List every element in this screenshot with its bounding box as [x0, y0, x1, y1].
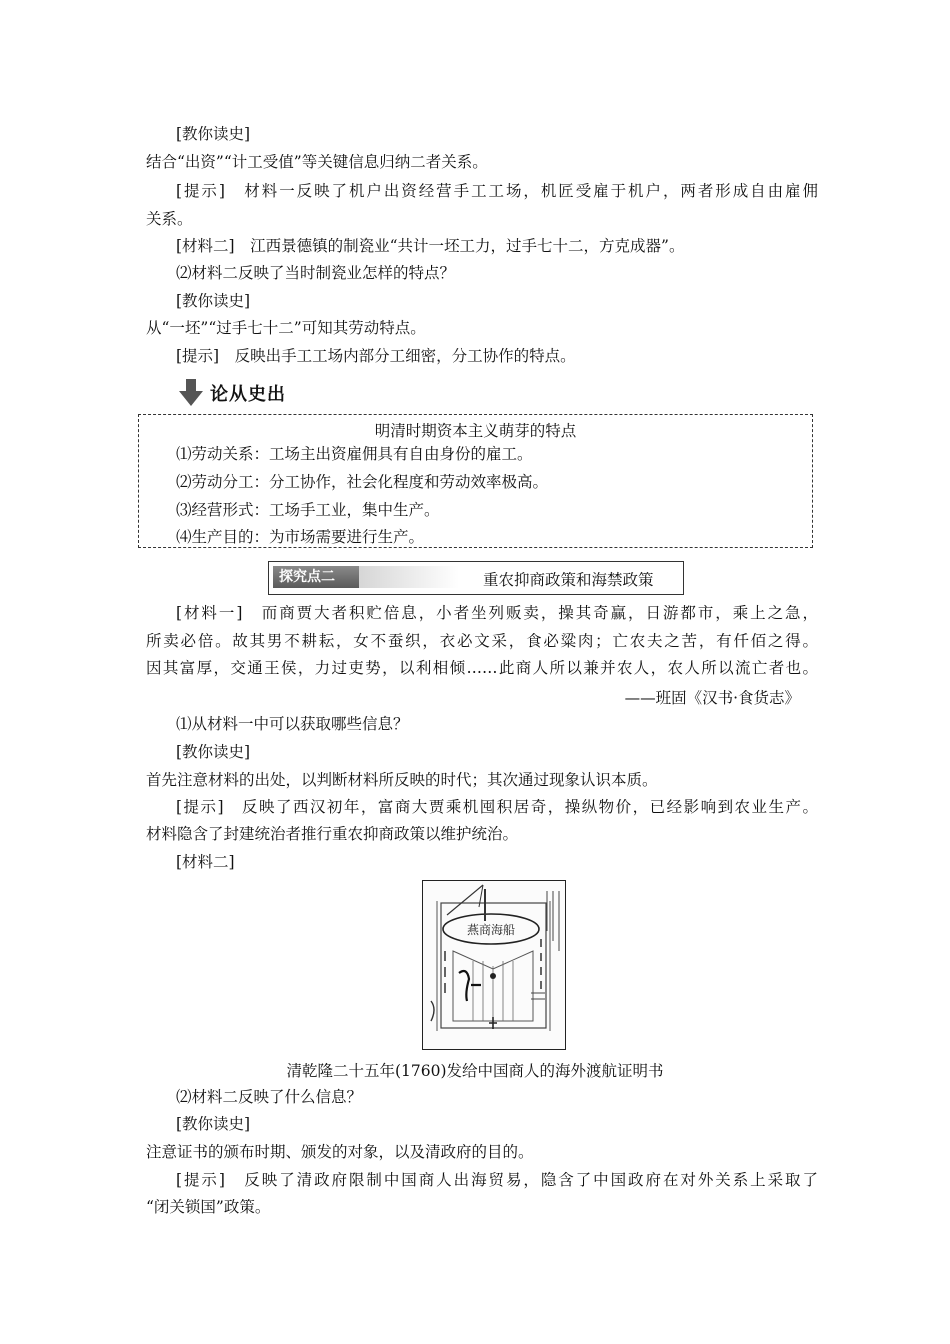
heading-text: 论从史出: [210, 384, 286, 405]
material-one-text: 因其富厚，交通王侯，力过吏势，以利相倾……此商人所以兼并农人，农人所以流亡者也。: [146, 659, 818, 677]
certificate-image: [422, 880, 566, 1050]
question-one: ⑴从材料一中可以获取哪些信息？: [176, 715, 409, 733]
material-two-text: [材料二] 江西景德镇的制瓷业“共计一坯工力，过手七十二，方克成器”。: [176, 237, 685, 255]
read-history-text: 首先注意材料的出处，以判断材料所反映的时代；其次通过现象认识本质。: [146, 771, 658, 789]
summary-item: ⑶经营形式：工场手工业，集中生产。: [176, 501, 440, 519]
read-history-label: [教你读史]: [176, 292, 251, 310]
hint-text: [提示] 反映了西汉初年，富商大贾乘机囤积居奇，操纵物价，已经影响到农业生产。: [176, 798, 818, 816]
figure-caption: 清乾隆二十五年(1760)发给中国商人的海外渡航证明书: [286, 1062, 664, 1080]
hint-text-cont: “闭关锁国”政策。: [146, 1198, 271, 1216]
material-two-label: [材料二]: [176, 853, 235, 871]
read-history-label: [教你读史]: [176, 1115, 251, 1133]
summary-item: ⑴劳动关系：工场主出资雇佣具有自由身份的雇工。: [176, 445, 533, 463]
certificate-seal: 燕商海船: [466, 923, 516, 937]
hint-text: [提示] 材料一反映了机户出资经营手工工场，机匠受雇于机户，两者形成自由雇佣: [176, 182, 818, 200]
hint-text: [提示] 反映出手工工场内部分工细密，分工协作的特点。: [176, 347, 576, 365]
question-two: ⑵材料二反映了什么信息？: [176, 1088, 363, 1106]
material-one-text: 所卖必倍。故其男不耕耘，女不蚕织，衣必文采，食必粱肉；亡农夫之苦，有仟佰之得。: [146, 632, 818, 650]
material-source: ——班固《汉书·食货志》: [624, 689, 800, 707]
read-history-text: 结合“出资”“计工受值”等关键信息归纳二者关系。: [146, 153, 488, 171]
read-history-label: [教你读史]: [176, 125, 251, 143]
down-arrow-icon: [178, 378, 204, 408]
section-tag: 探究点二: [273, 566, 359, 588]
summary-item: ⑷生产目的：为市场需要进行生产。: [176, 528, 425, 546]
read-history-text: 从“一坯”“过手七十二”可知其劳动特点。: [146, 319, 426, 337]
material-one-text: [材料一] 而商贾大者积贮倍息，小者坐列贩卖，操其奇赢，日游都市，乘上之急，: [176, 604, 818, 622]
hint-text-cont: 关系。: [146, 210, 193, 228]
section-banner: [268, 561, 684, 595]
hint-text-cont: 材料隐含了封建统治者推行重农抑商政策以维护统治。: [146, 825, 519, 843]
section-heading: [178, 378, 286, 408]
summary-item: ⑵劳动分工：分工协作，社会化程度和劳动效率极高。: [176, 473, 549, 491]
question-two: ⑵材料二反映了当时制瓷业怎样的特点？: [176, 264, 456, 282]
tag-shade: [359, 566, 459, 588]
hint-text: [提示] 反映了清政府限制中国商人出海贸易，隐含了中国政府在对外关系上采取了: [176, 1171, 818, 1189]
read-history-text: 注意证书的颁布时期、颁发的对象，以及清政府的目的。: [146, 1143, 534, 1161]
read-history-label: [教你读史]: [176, 743, 251, 761]
section-title: 重农抑商政策和海禁政策: [483, 571, 654, 589]
summary-title: 明清时期资本主义萌芽的特点: [374, 422, 577, 440]
certificate-drawing: [423, 881, 564, 1048]
